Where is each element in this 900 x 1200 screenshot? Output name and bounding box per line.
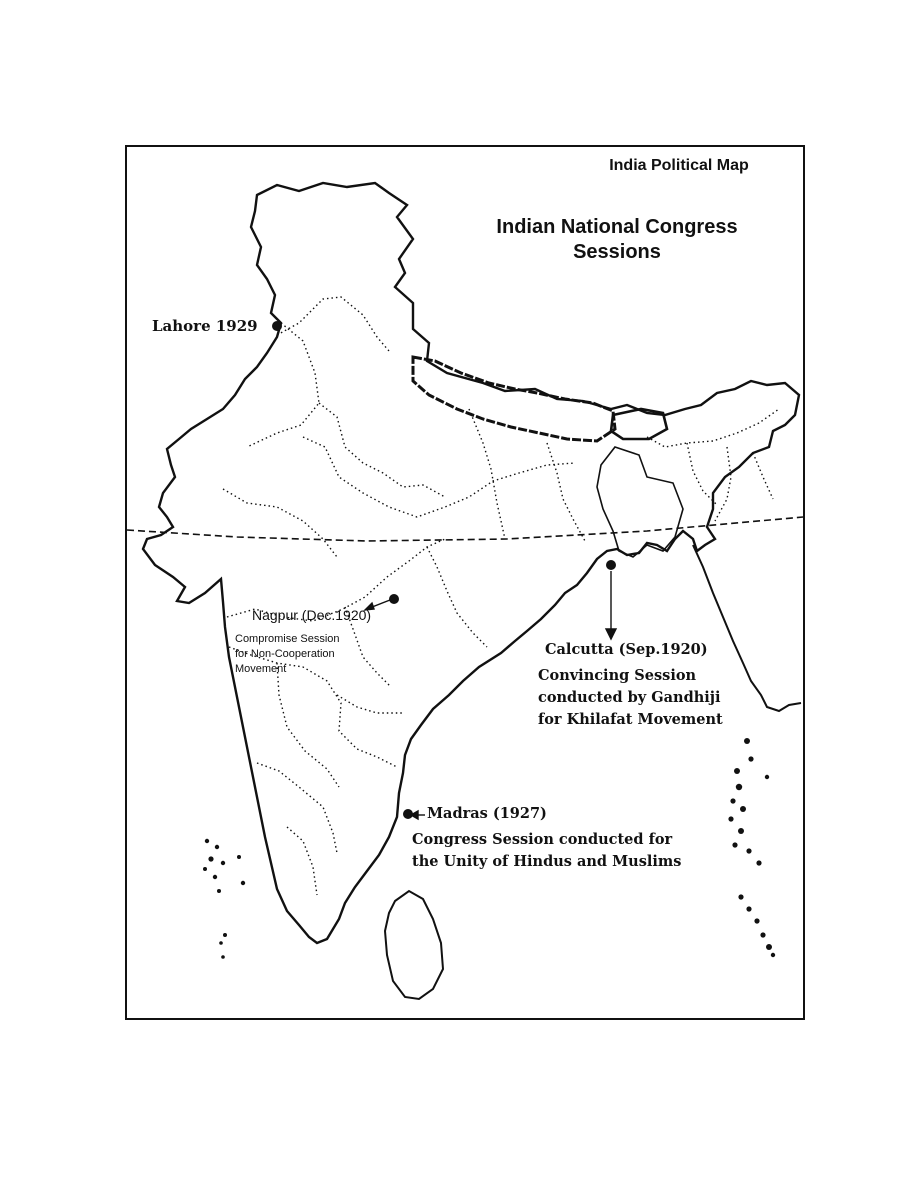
map-subtitle: India Political Map [609,157,749,174]
lahore-marker[interactable] [272,321,282,331]
map-frame [125,145,805,1020]
calcutta-marker[interactable] [606,560,616,570]
madras-label: Madras (1927) [427,805,547,822]
madras-arrow [411,811,425,819]
nagpur-note [235,632,340,677]
nagpur-note-line-2: for Non-Cooperation [235,648,335,660]
sri-lanka-outline [385,891,443,999]
bangladesh-outline [597,447,683,557]
calcutta-note [538,665,723,731]
india-map [127,147,803,1018]
map-title [447,215,787,265]
lahore-label: Lahore 1929 [152,317,258,335]
map-title-line-1: Indian National Congress [496,216,738,238]
madras-note-line-2: the Unity of Hindus and Muslims [412,853,682,870]
nagpur-label: Nagpur (Dec.1920) [252,607,372,623]
nagpur-marker[interactable] [389,594,399,604]
tropic-of-cancer-line [127,517,803,541]
madras-note-line-1: Congress Session conducted for [412,831,673,848]
nagpur-note-line-3: Movement [235,663,287,675]
andaman-nicobar-islands [728,738,775,957]
nagpur-note-line-1: Compromise Session [235,633,340,645]
madras-note [412,829,681,873]
calcutta-note-line-2: conducted by Gandhiji [538,689,721,706]
bhutan-outline [611,409,667,439]
calcutta-arrow [606,571,616,639]
calcutta-note-line-3: for Khilafat Movement [538,711,723,728]
map-title-line-2: Sessions [573,241,661,263]
lakshadweep-islands [203,839,245,959]
calcutta-note-line-1: Convincing Session [538,667,697,684]
calcutta-label: Calcutta (Sep.1920) [545,641,708,658]
